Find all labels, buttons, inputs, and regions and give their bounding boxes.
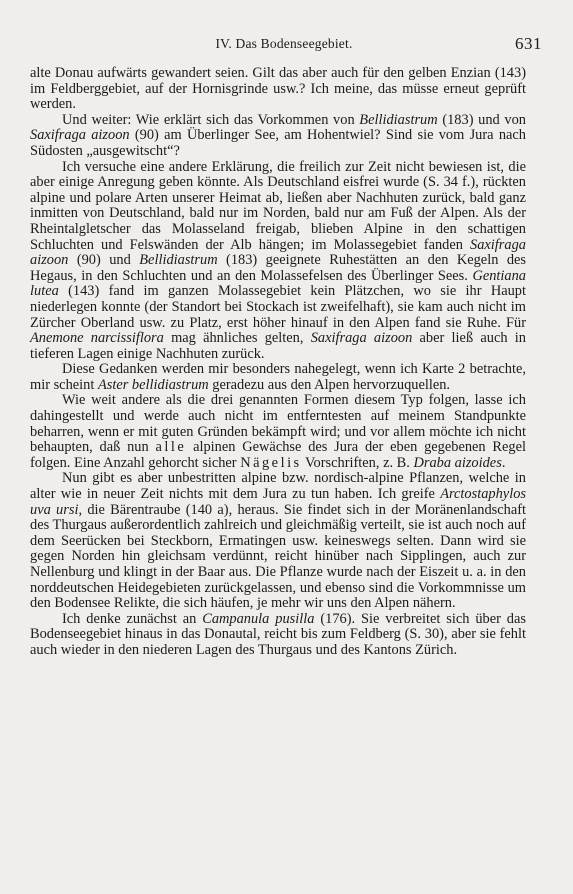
paragraph xyxy=(30,612,526,659)
paragraph xyxy=(30,160,526,363)
text-run: (90) und xyxy=(68,252,140,269)
italic-term: Bellidiastrum xyxy=(139,252,218,269)
text-run: (90) am Überlinger See, am Hohentwiel? Sind sie vom Jura nach Südosten „ausgewitscht“? xyxy=(30,127,526,159)
paragraph xyxy=(30,471,526,611)
text-run: alte Donau aufwärts gewandert seien. Gilt das aber auch für den gelben Enzian (143) im Feldberggebiet, auf der Hornisgrinde usw.? Ich meine, das müsse erneut geprüft werden. xyxy=(30,65,526,113)
italic-term: Gentiana lutea xyxy=(30,267,526,300)
text-run: aber ließ auch in tieferen Lagen einige Nachhuten zurück. xyxy=(30,330,526,362)
text-run: Vorschriften, z. B. xyxy=(301,454,414,471)
italic-term: Aster bellidiastrum xyxy=(97,376,209,393)
text-run: (183) geeignete Ruhestätten an den Kegeln des Hegaus, in den Schluchten und an den Molassefelsen des Überlinger Sees. xyxy=(30,252,527,284)
italic-term: Saxifraga aizoon xyxy=(310,330,413,347)
page-number: 631 xyxy=(515,34,542,53)
italic-term: Saxifraga aizoon xyxy=(30,236,526,269)
text-run: (143) fand im ganzen Molassegebiet kein Plätzchen, wo sie ihr Haupt niederlegen konnte (der Standort bei Stockach ist zweifelhaft), sie kam auch nicht im Zürcher Oberland usw. zu Platz, erst höher hinauf in den Alpen fand sie Ruhe. Für xyxy=(30,283,526,331)
paragraph xyxy=(30,362,526,393)
italic-term: Campanula pusilla xyxy=(202,610,315,627)
paragraph xyxy=(30,66,526,113)
text-run: mag ähnliches gelten, xyxy=(163,330,311,347)
italic-term: Draba aizoides xyxy=(413,454,502,471)
spaced-emphasis: alle xyxy=(155,439,187,456)
running-head xyxy=(30,34,542,56)
text-run: Und weiter: Wie erklärt sich das Vorkommen von xyxy=(62,111,360,128)
italic-term: Bellidiastrum xyxy=(359,111,438,128)
text-run: Ich versuche eine andere Erklärung, die freilich zur Zeit nicht bewiesen ist, die aber einige Anregung geben könnte. Als Deutschland eisfrei wurde (S. 34 f.), rückten alpine und polare Arten unserer Heimat ab, ließen aber Nachhuten zurück, bald ganz inmitten von Deutschland, bald nur im Norden, bald nur am Fuß der Alpen. Als der Rheintalgletscher das Molasseland freigab, blieben Alpine in den schattigen Schluchten und Felswänden der Alb hängen; im Molassegebiet fanden xyxy=(30,158,526,253)
text-run: Diese Gedanken werden mir besonders nahegelegt, wenn ich Karte 2 betrachte, mir scheint xyxy=(30,361,526,393)
text-run: Ich denke zunächst an xyxy=(62,610,203,627)
italic-term: Anemone narcissiflora xyxy=(30,330,164,347)
chapter-title: IV. Das Bodenseegebiet. xyxy=(215,36,353,51)
text-run: Nun gibt es aber unbestritten alpine bzw. nordisch-alpine Pflanzen, welche in alter wie in neuer Zeit nichts mit dem Jura zu tun haben. Ich greife xyxy=(30,470,526,503)
body-text xyxy=(30,66,526,659)
spaced-emphasis: Nägelis xyxy=(240,454,302,471)
paragraph xyxy=(30,113,526,160)
text-run: . xyxy=(501,454,506,471)
text-run: alpinen Gewächse des Jura der eben gegebenen Regel folgen. Eine Anzahl gehorcht sicher xyxy=(30,439,526,471)
text-run: (176). Sie verbreitet sich über das Bodenseegebiet hinaus in das Donautal, reicht bis zum Feldberg (S. 30), aber sie fehlt auch wieder in den niederen Lagen des Thurgaus und des Kantons Zürich. xyxy=(30,610,526,658)
text-run: (183) und von xyxy=(437,111,526,128)
paragraph xyxy=(30,393,526,471)
text-run: , die Bärentraube (140 a), heraus. Sie findet sich in der Moränenlandschaft des Thurgaus außerordentlich zahlreich und gleichmäßig verteilt, sie ist auch noch auf dem Seerücken bei Steckborn, Ermatingen usw. keineswegs selten. Dann wird sie gegen Norden hin gleichsam verdünnt, reicht hinüber nach Sipplingen, auch zur Nellenburg und klingt in der Baar aus. Die Pflanze wurde nach der Eiszeit u. a. in den norddeutschen Heidegebieten zurückgelassen, und ebenso sind die Vorkommnisse um den Bodensee Relikte, die sich häufen, je mehr wir uns den Alpen nähern. xyxy=(30,501,526,612)
text-run: geradezu aus den Alpen hervorzuquellen. xyxy=(208,376,451,393)
italic-term: Arctostaphylos uva ursi xyxy=(30,486,526,518)
text-run: Wie weit andere als die drei genannten Formen diesem Typ folgen, lasse ich dahingestellt und werde auch nicht im entferntesten auf meinem Standpunkte beharren, wenn er mit guten Gründen bekämpft wird; und vor allem möchte ich nicht behaupten, daß nun xyxy=(30,392,526,456)
italic-term: Saxifraga aizoon xyxy=(30,127,130,144)
